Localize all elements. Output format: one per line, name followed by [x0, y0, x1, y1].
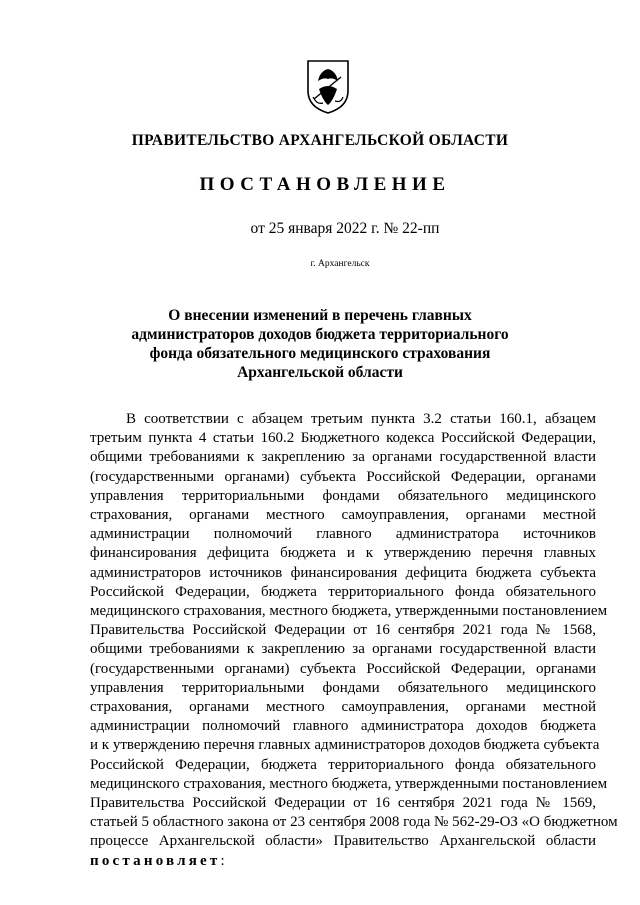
body-line: процессе Архангельской области» Правительство Архангельской области — [90, 833, 596, 850]
document-type: ПОСТАНОВЛЕНИЕ — [199, 174, 451, 195]
body-line: третьим пункта 4 статьи 160.2 Бюджетного кодекса Российской Федерации, — [90, 430, 596, 447]
resolves-word: постановляет — [90, 852, 221, 869]
body-line: администрации полномочий главного администратора источников — [90, 526, 596, 543]
body-line: и к утверждению перечня главных администраторов доходов бюджета субъекта — [90, 737, 600, 754]
title-line: О внесении изменений в перечень главных — [168, 307, 472, 324]
body-line: медицинского страхования, местного бюджета, утвержденными постановлением — [90, 775, 608, 792]
document-date-number: от 25 января 2022 г. № 22-пп — [250, 220, 440, 237]
body-line: общими требованиями к закреплению за органами государственной власти — [90, 449, 596, 466]
body-line: (государственными органами) субъекта Российской Федерации, органами — [90, 660, 596, 677]
body-line: управления территориальными фондами обязательного медицинского — [90, 679, 596, 696]
body-line: общими требованиями к закреплению за органами государственной власти — [90, 641, 596, 658]
archangel-coat-of-arms-icon — [305, 57, 351, 115]
title-line: фонда обязательного медицинского страхования — [149, 345, 491, 362]
title-line: Архангельской области — [237, 364, 403, 381]
document-city: г. Архангельск — [310, 259, 370, 269]
document-title — [0, 306, 640, 382]
body-line: медицинского страхования, местного бюджета, утвержденными постановлением — [90, 603, 608, 620]
government-name: ПРАВИТЕЛЬСТВО АРХАНГЕЛЬСКОЙ ОБЛАСТИ — [131, 132, 509, 149]
body-line: страхования, органами местного самоуправления, органами местной — [90, 699, 596, 716]
body-line: страхования, органами местного самоуправления, органами местной — [90, 507, 596, 524]
document-body — [90, 410, 618, 871]
body-line: Российской Федерации, бюджета территориального фонда обязательного — [90, 756, 596, 773]
body-line: администрации полномочий главного администратора доходов бюджета — [90, 718, 596, 735]
body-line-final — [90, 852, 596, 871]
body-line: (государственными органами) субъекта Российской Федерации, органами — [90, 468, 596, 485]
body-line: Российской Федерации, бюджета территориального фонда обязательного — [90, 583, 596, 600]
body-line: финансирования дефицита бюджета и к утверждению перечня главных — [90, 545, 596, 562]
body-line: управления территориальными фондами обязательного медицинского — [90, 487, 596, 504]
body-line: статьей 5 областного закона от 23 сентября 2008 года № 562-29-ОЗ «О бюджетном — [90, 814, 618, 831]
body-line: администраторов источников финансирования дефицита бюджета субъекта — [90, 564, 596, 581]
body-line: Правительства Российской Федерации от 16 сентября 2021 года № 1568, — [90, 622, 596, 639]
body-line: Правительства Российской Федерации от 16 сентября 2021 года № 1569, — [90, 795, 596, 812]
resolves-colon: : — [220, 852, 225, 869]
title-line: администраторов доходов бюджета территориального — [131, 326, 509, 343]
body-line: В соответствии с абзацем третьим пункта 3.2 статьи 160.1, абзацем — [126, 411, 596, 427]
